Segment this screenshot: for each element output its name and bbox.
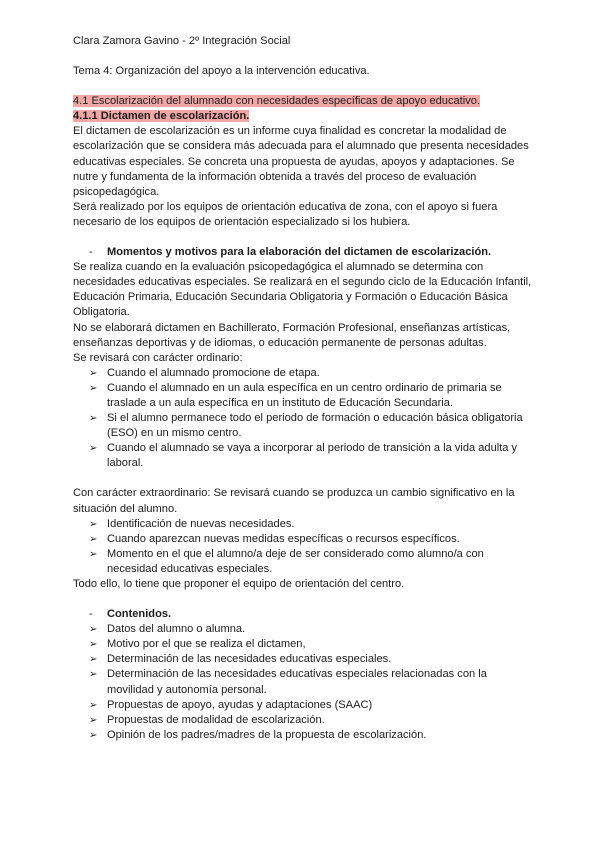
arrow-bullet-icon: ➢ xyxy=(89,654,98,666)
section-title-line xyxy=(73,94,536,109)
extraordinario-intro: Con carácter extraordinario: Se revisará cuando se produzca un cambio significativo en la situación del alumno. xyxy=(73,487,515,515)
list-item: ➢ Cuando el alumnado promocione de etapa. xyxy=(73,366,536,381)
arrow-bullet-icon: ➢ xyxy=(89,367,98,379)
list-item: ➢ Si el alumno permanece todo el periodo de formación o educación básica obligatoria (ESO) en un mismo centro. xyxy=(89,412,523,440)
arrow-bullet-icon: ➢ xyxy=(89,443,98,455)
list-item: ➢ Propuestas de apoyo, ayudas y adaptaciones (SAAC) xyxy=(73,698,536,713)
section-title: 4.1 Escolarización del alumnado con necesidades específicas de apoyo educativo. xyxy=(73,95,481,108)
list-item: ➢ Propuestas de modalidad de escolarización. xyxy=(73,713,536,728)
subsection-title: 4.1.1 Dictamen de escolarización. xyxy=(73,110,250,123)
list-item: ➢ Cuando el alumnado en un aula específica en un centro ordinario de primaria se traslade a un aula específica en un instituto de Educación Secundaria. xyxy=(89,381,502,409)
list-item: ➢ Determinación de las necesidades educativas especiales. xyxy=(73,652,536,667)
arrow-bullet-icon: ➢ xyxy=(89,413,98,425)
arrow-bullet-icon: ➢ xyxy=(89,624,98,636)
document-header: Clara Zamora Gavino - 2º Integración Social xyxy=(73,35,291,47)
dash-bullet: - xyxy=(89,608,93,621)
arrow-bullet-icon: ➢ xyxy=(89,382,98,394)
arrow-bullet-icon: ➢ xyxy=(89,548,98,560)
contenidos-heading xyxy=(73,607,536,622)
list-item: ➢ Cuando aparezcan nuevas medidas específicas o recursos específicos. xyxy=(73,532,536,547)
list-item: ➢ Cuando el alumnado se vaya a incorporar al periodo de transición a la vida adulta y laboral. xyxy=(89,442,518,470)
ordinario-list xyxy=(73,366,536,472)
closing-paragraph: Todo ello, lo tiene que proponer el equipo de orientación del centro. xyxy=(73,578,405,590)
intro-paragraph: El dictamen de escolarización es un informe cuya finalidad es concretar la modalidad de escolarización que se considera más adecuada para el alumnado que presenta necesidades educativas especiales. Se concreta una propuesta de ayudas, apoyos y adaptaciones. Se nutre y fundamenta de la información obtenida a través del proceso de evaluación psicopedagógica. xyxy=(73,125,529,198)
list-item: ➢ Opinión de los padres/madres de la propuesta de escolarización. xyxy=(73,728,536,743)
contenidos-heading-text: Contenidos. xyxy=(107,608,172,621)
arrow-bullet-icon: ➢ xyxy=(89,729,98,741)
arrow-bullet-icon: ➢ xyxy=(89,669,98,681)
arrow-bullet-icon: ➢ xyxy=(89,699,98,711)
list-item: ➢ Momento en el que el alumno/a deje de ser considerado como alumno/a con necesidad educativas especiales. xyxy=(89,547,484,575)
arrow-bullet-icon: ➢ xyxy=(89,639,98,651)
body-paragraph: No se elaborará dictamen en Bachillerato, Formación Profesional, enseñanzas artísticas, enseñanzas deportivas y de idiomas, o educación permanente de personas adultas. xyxy=(73,321,511,349)
arrow-bullet-icon: ➢ xyxy=(89,518,98,530)
extraordinario-list xyxy=(73,517,536,577)
body-paragraph: Se revisará con carácter ordinario: xyxy=(73,351,243,364)
dash-bullet: - xyxy=(89,246,93,259)
body-paragraph: Se realiza cuando en la evaluación psicopedagógica el alumnado se determina con necesidades educativas especiales. Se realizará en el segundo ciclo de la Educación Infantil, Educación Primaria, Educación Secundaria Obligatoria y Formación o Educación Básica Obligatoria. xyxy=(73,261,532,319)
momentos-heading-text: Momentos y motivos para la elaboración del dictamen de escolarización. xyxy=(107,246,492,259)
intro-paragraph: Será realizado por los equipos de orientación educativa de zona, con el apoyo si fuera necesario de los equipos de orientación especializado si los hubiera. xyxy=(73,200,498,228)
momentos-heading xyxy=(73,245,536,260)
list-item: ➢ Determinación de las necesidades educativas especiales relacionadas con la movilidad y autonomía personal. xyxy=(89,668,487,696)
topic-title: Tema 4: Organización del apoyo a la intervención educativa. xyxy=(73,65,370,78)
list-item: ➢ Identificación de nuevas necesidades. xyxy=(73,517,536,532)
subsection-title-line xyxy=(73,109,536,124)
contenidos-list xyxy=(73,622,536,743)
arrow-bullet-icon: ➢ xyxy=(89,714,98,726)
list-item: ➢ Motivo por el que se realiza el dictamen, xyxy=(73,637,536,652)
arrow-bullet-icon: ➢ xyxy=(89,533,98,545)
list-item: ➢ Datos del alumno o alumna. xyxy=(73,622,536,637)
